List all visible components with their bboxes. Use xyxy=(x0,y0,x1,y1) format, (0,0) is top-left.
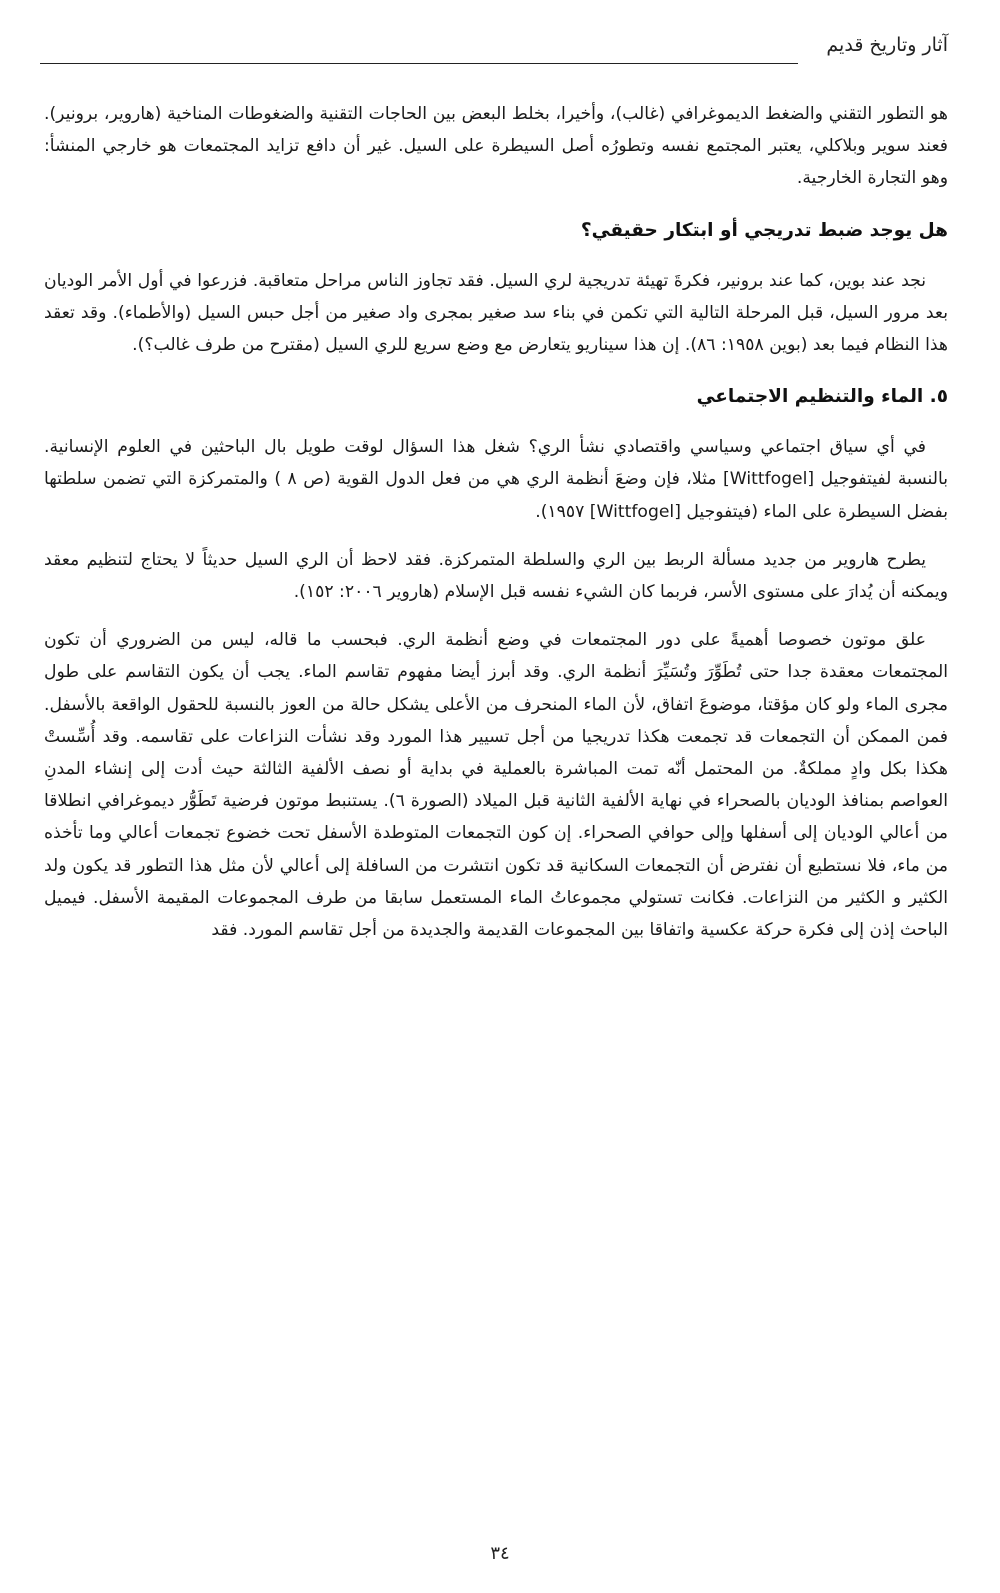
spacer xyxy=(44,247,948,265)
spacer xyxy=(44,608,948,624)
running-title: آثار وتاريخ قديم xyxy=(826,34,948,56)
section-heading-water-social-organization: ٥. الماء والتنظيم الاجتماعي xyxy=(696,386,948,408)
spacer xyxy=(44,528,948,544)
paragraph-4: يطرح هاروير من جديد مسألة الربط بين الري والسلطة المتمركزة. فقد لاحظ أن الري السيل حديثاً لا يحتاج لتنظيم معقد ويمكنه أن يُدارَ على مستوى الأسر، فربما كان الشيء نفسه قبل الإسلام (هاروير ٢٠٠٦: ١٥٢). xyxy=(44,549,948,603)
running-header xyxy=(40,30,948,70)
body-text xyxy=(44,98,948,946)
spacer xyxy=(44,195,948,215)
paragraph-3: في أي سياق اجتماعي وسياسي واقتصادي نشأ الري؟ شغل هذا السؤال لوقت طويل بال الباحثين في العلوم الإنسانية. بالنسبة لفيتفوجيل [Wittfogel] مثلا، فإن وضعَ أنظمة الري هي من فعل الدول القوية (ص ٨ ) والمتمركزة التي تضمن سلطتها بفضل السيطرة على الماء (فيتفوجيل [Wittfogel] ١٩٥٧). xyxy=(44,437,949,522)
page-number: ٣٤ xyxy=(490,1543,510,1564)
spacer xyxy=(44,361,948,381)
paragraph-2: نجد عند بوين، كما عند برونير، فكرةَ تهيئة تدريجية لري السيل. فقد تجاوز الناس مراحل متعاقبة. فزرعوا في أول الأمر الوديان بعد مرور السيل، قبل المرحلة التالية التي تكمن في بناء سد صغير بمجرى واد صغير من أجل حبس السيل (والأطماء). وقد تعقد هذا النظام فيما بعد (بوين ١٩٥٨: ٨٦). إن هذا سيناريو يتعارض مع وضع سريع للري السيل (مقترح من طرف غالب؟). xyxy=(44,270,948,356)
section-heading-gradual-control: هل يوجد ضبط تدريجي أو ابتكار حقيقي؟ xyxy=(580,219,948,241)
paragraph-1: هو التطور التقني والضغط الديموغرافي (غالب)، وأخيرا، بخلط البعض بين الحاجات التقنية والضغوطات المناخية (هاروير، برونير). فعند سوير وبلاكلي، يعتبر المجتمع نفسه وتطورُه أصل السيطرة على السيل. غير أن دافع تزايد المجتمعات هو خارجي المنشأ: وهو التجارة الخارجية. xyxy=(44,104,948,189)
spacer xyxy=(44,413,948,431)
header-rule xyxy=(40,63,798,64)
paragraph-5: علق موتون خصوصا أهميةً على دور المجتمعات في وضع أنظمة الري. فبحسب ما قاله، ليس من الضروري أن تكون المجتمعات معقدة جدا حتى تُطَوِّرَ وتُسَيِّرَ أنظمة الري. وقد أبرز أيضا مفهوم تقاسم الماء. يجب أن يكون التقاسم على طول مجرى الماء ولو كان مؤقتا، موضوعَ اتفاق، لأن الماء المنحرف من الأعلى يشكل حالة من العوز بالنسبة للحقول الواقعة بالأسفل. فمن الممكن أن التجمعات قد تجمعت هكذا تدريجيا من أجل تسيير هذا المورد وقد نشأت النزاعات على تقاسمه. وقد أُسِّستْ هكذا بكل وادٍ مملكةٌ. من المحتمل أنّه تمت المباشرة بالعملية في بداية أو نصف الألفية الثالثة حيث أدت إلى إنشاء المدنِ العواصم بمنافذ الوديان بالصحراء في نهاية الألفية الثانية قبل الميلاد (الصورة ٦). يستنبط موتون فرضية تَطَوُّر ديموغرافي انطلاقا من أعالي الوديان إلى أسفلها وإلى حوافي الصحراء. إن كون التجمعات المتوطدة الأسفل تحت خضوع تجمعات أعالي وما تأخذه من ماء، فلا نستطيع أن نفترض أن التجمعات السكانية قد تكون انتشرت من السافلة إلى أعالي لأن مثل هذا التطور قد يكون ولد الكثير و الكثير من النزاعات. فكانت تستولي مجموعاتُ الماء المستعمل سابقا من طرف المجموعات المقيمة الأسفل. فيميل الباحث إذن إلى فكرة حركة عكسية واتفاقا بين المجموعات القديمة والجديدة من أجل تقاسم المورد. فقد xyxy=(44,630,948,941)
